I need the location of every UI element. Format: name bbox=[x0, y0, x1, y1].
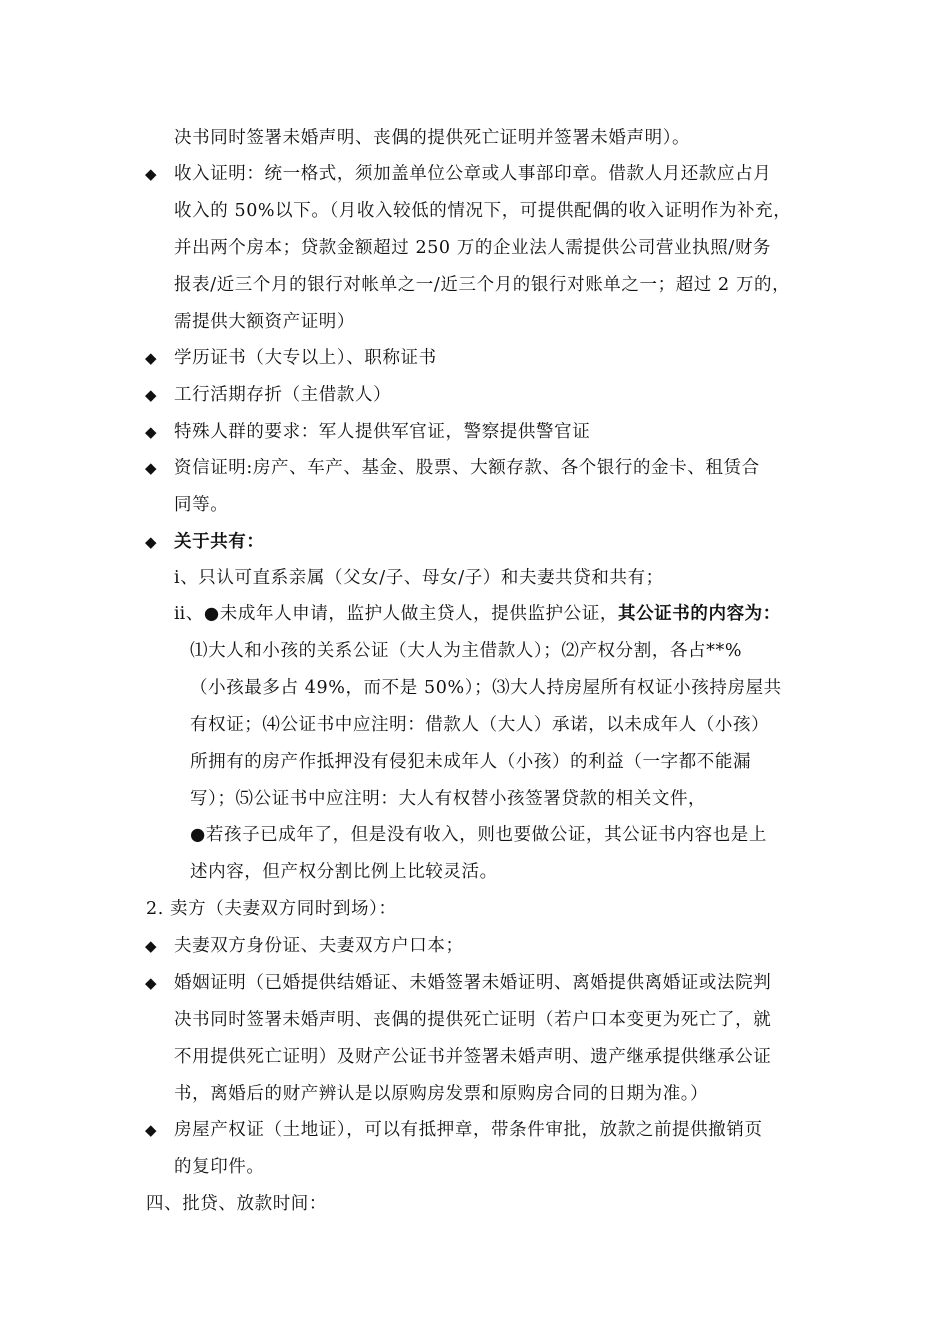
diamond-bullet-icon: ◆ bbox=[145, 533, 157, 551]
diamond-bullet-icon: ◆ bbox=[145, 423, 157, 441]
paragraph-line: 不用提供死亡证明）及财产公证书并签署未婚声明、遗产继承提供继承公证 bbox=[174, 1047, 772, 1067]
diamond-bullet-icon: ◆ bbox=[145, 165, 157, 183]
paragraph-line: 写）；⑸公证书中应注明：大人有权替小孩签署贷款的相关文件， bbox=[190, 789, 707, 809]
paragraph-line: 的复印件。 bbox=[174, 1157, 265, 1177]
income-proof-line: 收入证明：统一格式，须加盖单位公章或人事部印章。借款人月还款应占月 bbox=[174, 164, 772, 184]
paragraph-line: ●若孩子已成年了，但是没有收入，则也要做公证，其公证书内容也是上 bbox=[190, 825, 767, 845]
credit-proof-line: 资信证明:房产、车产、基金、股票、大额存款、各个银行的金卡、租赁合 bbox=[174, 458, 760, 478]
diamond-bullet-icon: ◆ bbox=[145, 937, 157, 955]
sub-item-i: ⅰ、只认可直系亲属（父女/子、母女/子）和夫妻共贷和共有； bbox=[174, 568, 664, 588]
paragraph-line: 有权证；⑷公证书中应注明：借款人（大人）承诺，以未成年人（小孩） bbox=[190, 715, 770, 735]
paragraph-line: 决书同时签署未婚声明、丧偶的提供死亡证明（若户口本变更为死亡了，就 bbox=[174, 1010, 772, 1030]
sub-item-ii-bold: 其公证书的内容为： bbox=[617, 604, 781, 624]
marriage-proof-line: 婚姻证明（已婚提供结婚证、未婚签署未婚证明、离婚提供离婚证或法院判 bbox=[174, 973, 772, 993]
paragraph-line: 收入的 50%以下。（月收入较低的情况下，可提供配偶的收入证明作为补充， bbox=[174, 201, 792, 221]
paragraph-line: （小孩最多占 49%，而不是 50%）；⑶大人持房屋所有权证小孩持房屋共 bbox=[190, 678, 782, 698]
passbook-line: 工行活期存折（主借款人） bbox=[174, 385, 392, 405]
co-ownership-heading: 关于共有： bbox=[174, 532, 265, 552]
diamond-bullet-icon: ◆ bbox=[145, 349, 157, 367]
diamond-bullet-icon: ◆ bbox=[145, 459, 157, 477]
diamond-bullet-icon: ◆ bbox=[145, 1121, 157, 1139]
paragraph-line: 书，离婚后的财产辨认是以原购房发票和原购房合同的日期为准。） bbox=[174, 1084, 709, 1104]
section-four-heading: 四、批贷、放款时间： bbox=[146, 1194, 327, 1214]
paragraph-line: 同等。 bbox=[174, 495, 229, 515]
paragraph-line: 需提供大额资产证明） bbox=[174, 312, 355, 332]
diploma-line: 学历证书（大专以上）、职称证书 bbox=[174, 348, 437, 368]
paragraph-line: 所拥有的房产作抵押没有侵犯未成年人（小孩）的利益（一字都不能漏 bbox=[190, 752, 752, 772]
diamond-bullet-icon: ◆ bbox=[145, 386, 157, 404]
paragraph-line: ⑴大人和小孩的关系公证（大人为主借款人）；⑵产权分割，各占**% bbox=[190, 641, 743, 661]
paragraph-line: 报表/近三个月的银行对帐单之一/近三个月的银行对账单之一；超过 2 万的， bbox=[174, 275, 791, 295]
diamond-bullet-icon: ◆ bbox=[145, 974, 157, 992]
seller-heading: 2. 卖方（夫妻双方同时到场）： bbox=[146, 899, 397, 919]
sub-item-ii bbox=[174, 602, 781, 626]
paragraph-line: 决书同时签署未婚声明、丧偶的提供死亡证明并签署未婚声明）。 bbox=[174, 128, 691, 148]
id-card-line: 夫妻双方身份证、夫妻双方户口本； bbox=[174, 936, 464, 956]
paragraph-line: 述内容，但产权分割比例上比较灵活。 bbox=[190, 862, 498, 882]
property-cert-line: 房屋产权证（土地证），可以有抵押章，带条件审批，放款之前提供撤销页 bbox=[174, 1120, 763, 1140]
sub-item-ii-text: ⅱ、●未成年人申请，监护人做主贷人，提供监护公证， bbox=[174, 604, 618, 624]
special-groups-line: 特殊人群的要求：军人提供军官证，警察提供警官证 bbox=[174, 422, 591, 442]
paragraph-line: 并出两个房本；贷款金额超过 250 万的企业法人需提供公司营业执照/财务 bbox=[174, 238, 772, 258]
